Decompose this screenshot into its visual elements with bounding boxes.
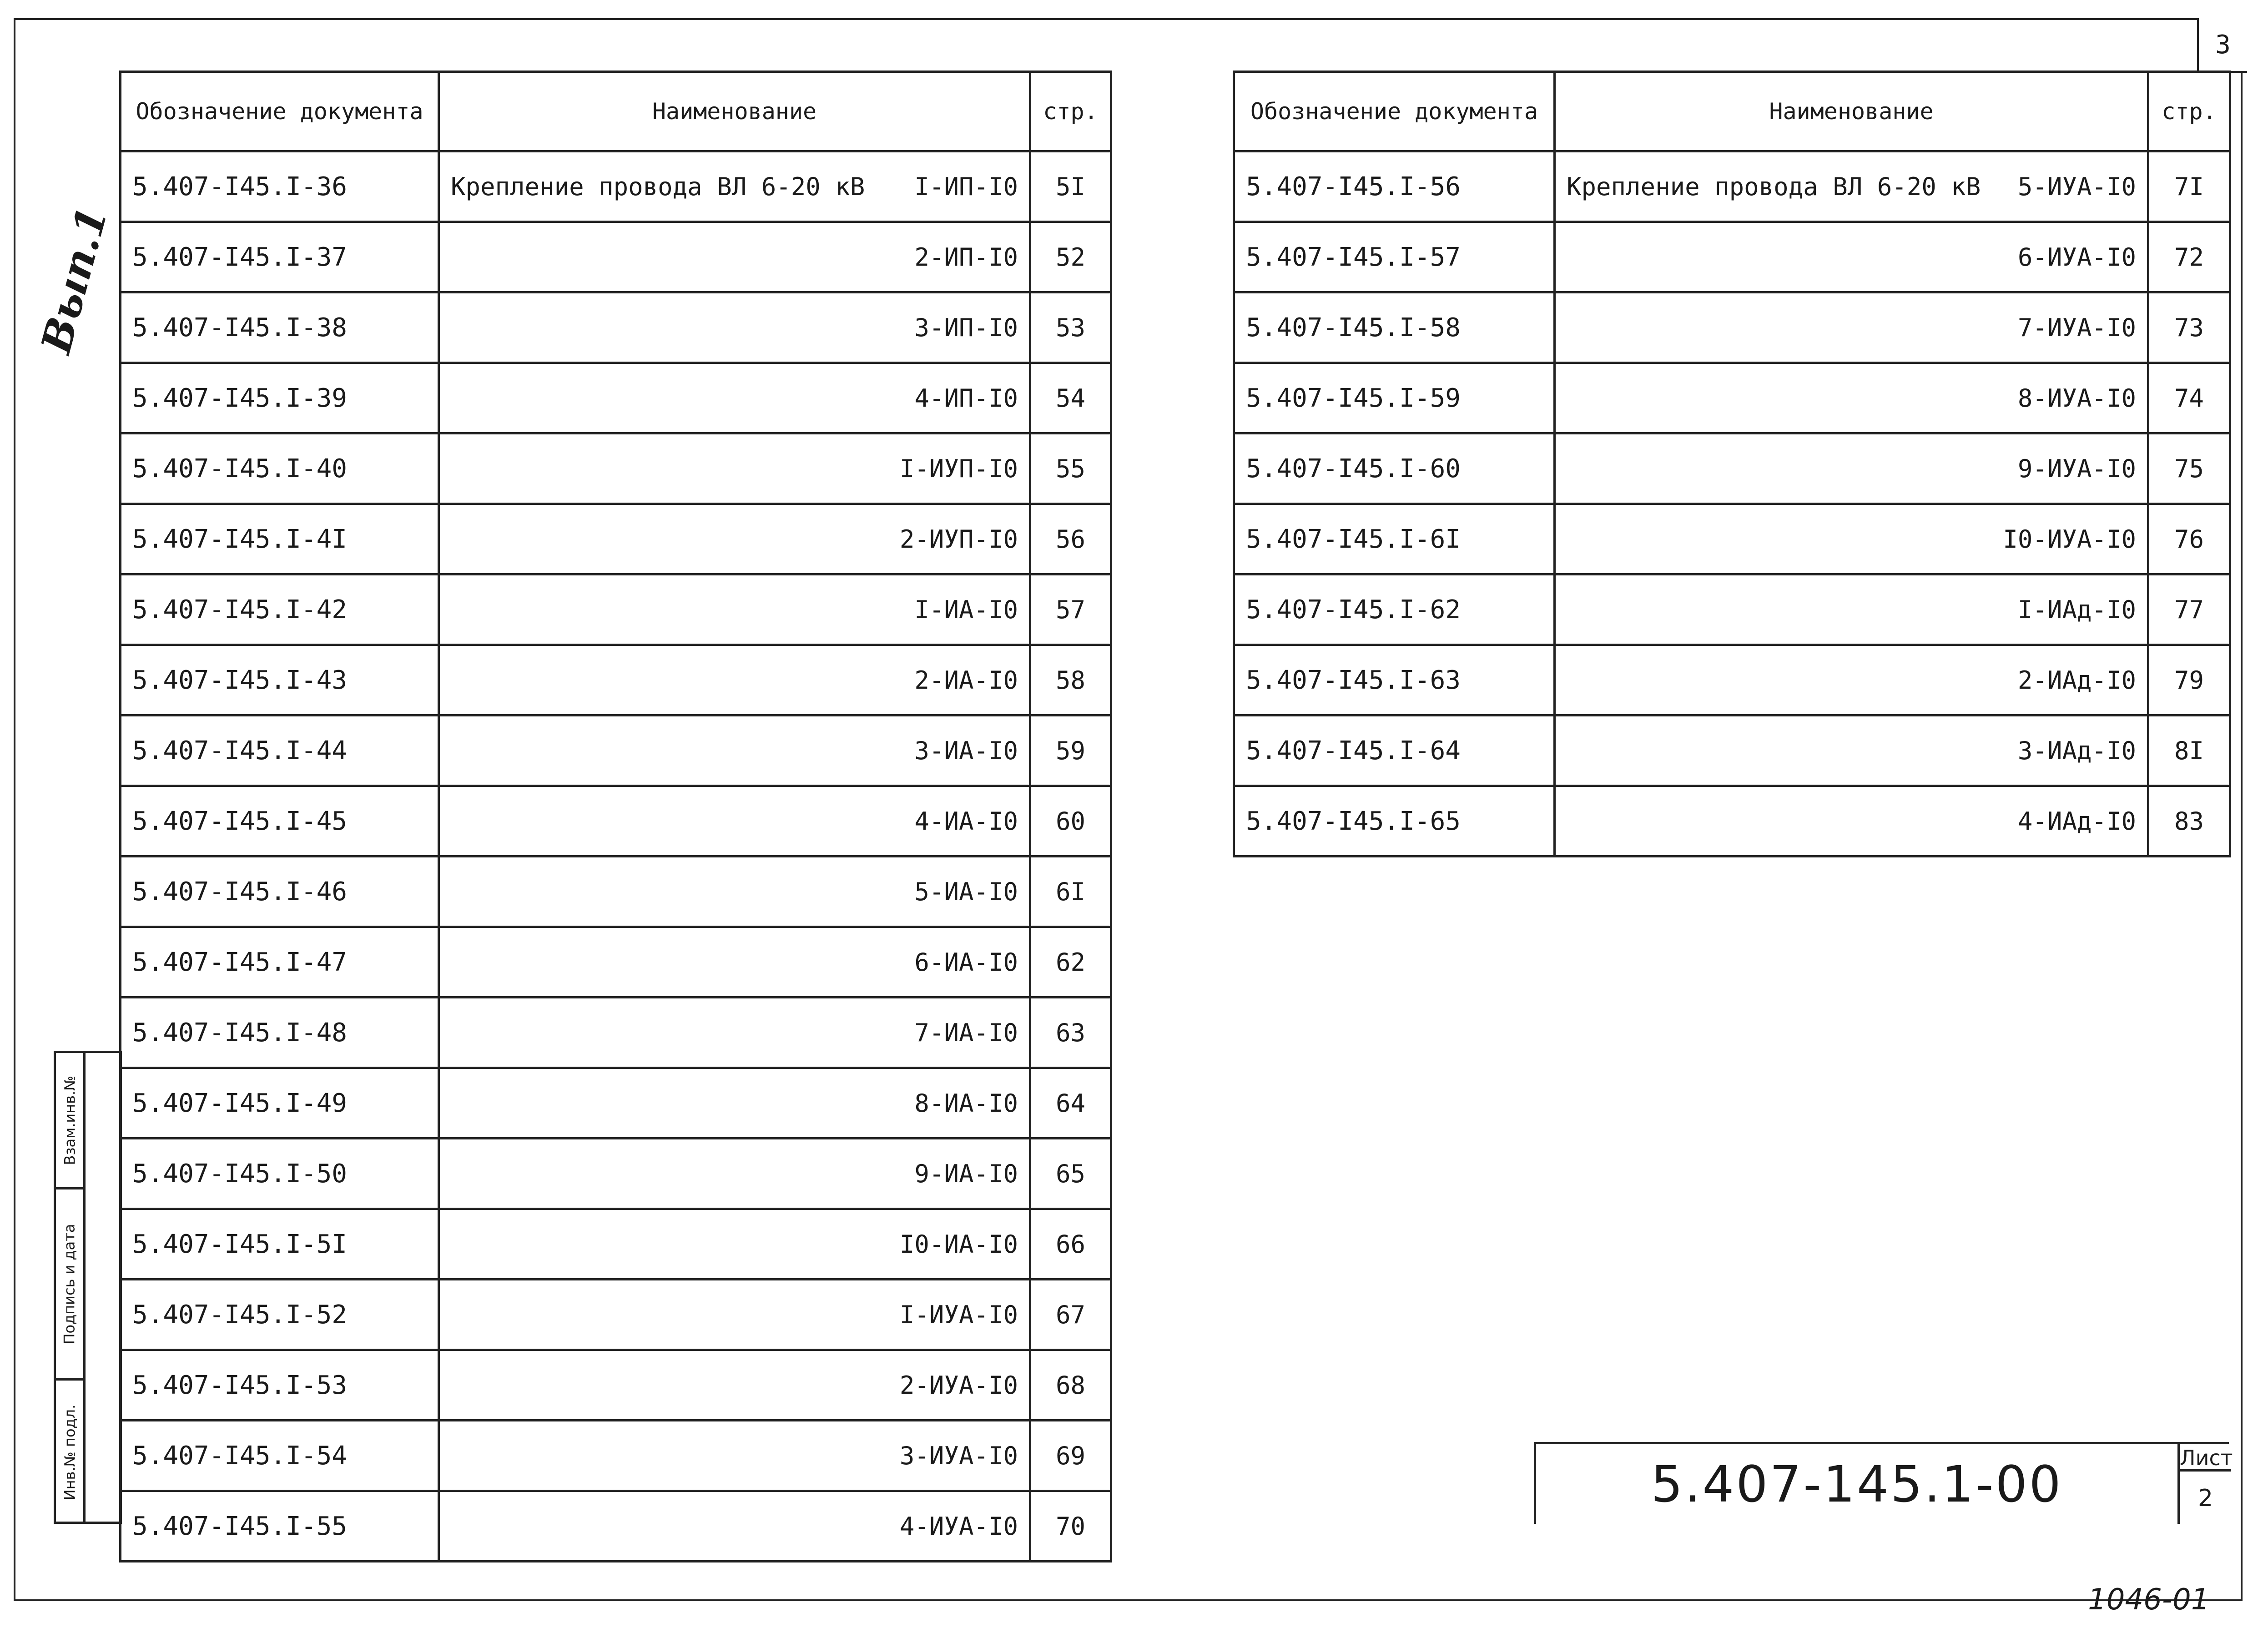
table-row	[1234, 433, 2230, 504]
archive-number: 1046-01	[2088, 1583, 2210, 1617]
item-mark: I0-ИА-I0	[899, 1230, 1018, 1259]
item-mark: 4-ИАд-I0	[2017, 806, 2136, 836]
table-row	[121, 151, 1111, 222]
item-mark: 9-ИУА-I0	[2017, 454, 2136, 483]
item-mark: 4-ИА-I0	[914, 806, 1018, 836]
page-number: 55	[1030, 433, 1111, 504]
table-row	[121, 1350, 1111, 1421]
table-row	[121, 998, 1111, 1068]
document-designation: 5.407-I45.I-39	[121, 363, 439, 433]
page-number: 6I	[1030, 857, 1111, 927]
header-page: стр.	[2148, 72, 2230, 151]
header-designation: Обозначение документа	[1234, 72, 1555, 151]
document-name	[439, 927, 1030, 998]
table-row	[121, 1209, 1111, 1280]
document-designation: 5.407-I45.I-56	[1234, 151, 1555, 222]
table-row	[1234, 363, 2230, 433]
table-row	[121, 575, 1111, 645]
document-name	[439, 222, 1030, 292]
item-mark: I0-ИУА-I0	[2003, 524, 2136, 554]
item-mark: 3-ИУА-I0	[899, 1441, 1018, 1470]
header-designation: Обозначение документа	[121, 72, 439, 151]
document-designation: 5.407-I45.I-43	[121, 645, 439, 716]
document-designation: 5.407-I45.I-50	[121, 1139, 439, 1209]
page-number: 73	[2148, 292, 2230, 363]
page-number: 77	[2148, 575, 2230, 645]
page-number: 79	[2148, 645, 2230, 716]
item-mark: 3-ИА-I0	[914, 736, 1018, 765]
document-designation: 5.407-I45.I-45	[121, 786, 439, 857]
document-name	[1555, 433, 2148, 504]
table-row	[121, 1280, 1111, 1350]
item-mark: 8-ИА-I0	[914, 1089, 1018, 1118]
document-name	[439, 1350, 1030, 1421]
document-name	[439, 1421, 1030, 1491]
document-designation: 5.407-I45.I-65	[1234, 786, 1555, 857]
document-name	[1555, 363, 2148, 433]
left-register-table	[119, 71, 1112, 1562]
item-mark: 3-ИАд-I0	[2017, 736, 2136, 765]
document-designation: 5.407-I45.I-4I	[121, 504, 439, 575]
item-mark: 6-ИА-I0	[914, 948, 1018, 977]
header-name: Наименование	[439, 72, 1030, 151]
item-mark: 7-ИУА-I0	[2017, 313, 2136, 342]
document-designation: 5.407-I45.I-48	[121, 998, 439, 1068]
page-number: 69	[1030, 1421, 1111, 1491]
page-number: 62	[1030, 927, 1111, 998]
document-designation: 5.407-I45.I-37	[121, 222, 439, 292]
document-code: 5.407-145.1-00	[1651, 1455, 2063, 1513]
item-mark: 7-ИА-I0	[914, 1018, 1018, 1047]
table-row	[121, 1068, 1111, 1139]
page-number: 67	[1030, 1280, 1111, 1350]
document-name	[439, 645, 1030, 716]
document-name	[439, 1491, 1030, 1562]
document-name	[1555, 504, 2148, 575]
page-number: 72	[2148, 222, 2230, 292]
stamp-divider	[83, 1053, 86, 1522]
name-text: Крепление провода ВЛ 6-20 кВ	[1567, 172, 1981, 201]
document-designation: 5.407-I45.I-52	[121, 1280, 439, 1350]
document-designation: 5.407-I45.I-59	[1234, 363, 1555, 433]
item-mark: 5-ИА-I0	[914, 877, 1018, 906]
document-designation: 5.407-I45.I-6I	[1234, 504, 1555, 575]
document-name	[439, 292, 1030, 363]
item-mark: I-ИУП-I0	[899, 454, 1018, 483]
table-row	[121, 222, 1111, 292]
document-name	[439, 998, 1030, 1068]
document-designation: 5.407-I45.I-38	[121, 292, 439, 363]
page-number: 83	[2148, 786, 2230, 857]
title-block	[1534, 1442, 2233, 1524]
document-name	[1555, 716, 2148, 786]
item-mark: 4-ИУА-I0	[899, 1512, 1018, 1541]
document-designation: 5.407-I45.I-42	[121, 575, 439, 645]
document-name	[439, 1280, 1030, 1350]
item-mark: 2-ИП-I0	[914, 242, 1018, 272]
document-name	[439, 786, 1030, 857]
page-number: 52	[1030, 222, 1111, 292]
page-number: 59	[1030, 716, 1111, 786]
item-mark: 4-ИП-I0	[914, 383, 1018, 413]
page-number: 8I	[2148, 716, 2230, 786]
page-number: 58	[1030, 645, 1111, 716]
stamp-inv-orig: Инв.№ подл.	[61, 1404, 78, 1500]
page-number: 7I	[2148, 151, 2230, 222]
item-mark: I-ИП-I0	[914, 172, 1018, 201]
item-mark: I-ИУА-I0	[899, 1300, 1018, 1329]
table-row	[1234, 786, 2230, 857]
table-row	[121, 1491, 1111, 1562]
document-designation: 5.407-I45.I-40	[121, 433, 439, 504]
document-name	[439, 575, 1030, 645]
document-name	[439, 1068, 1030, 1139]
table-row	[121, 645, 1111, 716]
item-mark: 5-ИУА-I0	[2017, 172, 2136, 201]
table-row	[1234, 504, 2230, 575]
table-row	[1234, 645, 2230, 716]
item-mark: 2-ИУП-I0	[899, 524, 1018, 554]
page-number: 63	[1030, 998, 1111, 1068]
table-header	[1234, 72, 2230, 151]
document-designation: 5.407-I45.I-63	[1234, 645, 1555, 716]
table-row	[121, 857, 1111, 927]
page-number: 65	[1030, 1139, 1111, 1209]
side-stamp	[54, 1051, 122, 1524]
stamp-replace-inv: Взам.инв.№	[56, 1053, 83, 1189]
header-page: стр.	[1030, 72, 1111, 151]
document-designation: 5.407-I45.I-5I	[121, 1209, 439, 1280]
table-header	[121, 72, 1111, 151]
document-name	[1555, 222, 2148, 292]
page-number: 5I	[1030, 151, 1111, 222]
page-number: 74	[2148, 363, 2230, 433]
document-name	[1555, 645, 2148, 716]
document-name	[1555, 786, 2148, 857]
sheet-number: 2	[2197, 1484, 2213, 1512]
document-designation: 5.407-I45.I-49	[121, 1068, 439, 1139]
document-name	[439, 363, 1030, 433]
table-row	[121, 504, 1111, 575]
table-row	[1234, 575, 2230, 645]
table-row	[121, 433, 1111, 504]
name-text: Крепление провода ВЛ 6-20 кВ	[451, 172, 865, 201]
document-name	[1555, 575, 2148, 645]
item-mark: I-ИАд-I0	[2017, 595, 2136, 624]
item-mark: 2-ИАд-I0	[2017, 665, 2136, 695]
document-name	[439, 716, 1030, 786]
document-designation: 5.407-I45.I-64	[1234, 716, 1555, 786]
document-name	[439, 151, 1030, 222]
document-designation: 5.407-I45.I-46	[121, 857, 439, 927]
document-name	[439, 433, 1030, 504]
right-register-table	[1233, 71, 2231, 857]
table-row	[121, 363, 1111, 433]
document-name	[439, 857, 1030, 927]
item-mark: I-ИА-I0	[914, 595, 1018, 624]
item-mark: 2-ИУА-I0	[899, 1371, 1018, 1400]
document-designation: 5.407-I45.I-60	[1234, 433, 1555, 504]
page-number: 64	[1030, 1068, 1111, 1139]
margin-note: Вып.1	[32, 202, 117, 358]
item-mark: 2-ИА-I0	[914, 665, 1018, 695]
table-row	[121, 1139, 1111, 1209]
item-mark: 6-ИУА-I0	[2017, 242, 2136, 272]
document-name	[439, 1139, 1030, 1209]
page-number: 76	[2148, 504, 2230, 575]
document-name	[1555, 292, 2148, 363]
document-name	[439, 1209, 1030, 1280]
page-number: 54	[1030, 363, 1111, 433]
item-mark: 9-ИА-I0	[914, 1159, 1018, 1188]
table-row	[121, 1421, 1111, 1491]
document-designation: 5.407-I45.I-62	[1234, 575, 1555, 645]
table-row	[1234, 292, 2230, 363]
document-designation: 5.407-I45.I-44	[121, 716, 439, 786]
document-designation: 5.407-I45.I-36	[121, 151, 439, 222]
table-row	[121, 292, 1111, 363]
page-number: 75	[2148, 433, 2230, 504]
document-designation: 5.407-I45.I-47	[121, 927, 439, 998]
page-number: 53	[1030, 292, 1111, 363]
table-row	[121, 927, 1111, 998]
page-number: 56	[1030, 504, 1111, 575]
table-row	[1234, 222, 2230, 292]
document-designation: 5.407-I45.I-55	[121, 1491, 439, 1562]
page-number: 70	[1030, 1491, 1111, 1562]
page-number: 57	[1030, 575, 1111, 645]
sheet-label: Лист	[2180, 1444, 2231, 1472]
document-designation: 5.407-I45.I-53	[121, 1350, 439, 1421]
sheet-corner-number: 3	[2197, 18, 2247, 73]
document-name	[439, 504, 1030, 575]
page-number: 66	[1030, 1209, 1111, 1280]
stamp-sign-date: Подпись и дата	[56, 1189, 83, 1381]
header-name: Наименование	[1555, 72, 2148, 151]
table-row	[1234, 716, 2230, 786]
table-row	[121, 786, 1111, 857]
sheet-box	[2177, 1444, 2231, 1524]
document-name	[1555, 151, 2148, 222]
page-number: 68	[1030, 1350, 1111, 1421]
document-designation: 5.407-I45.I-54	[121, 1421, 439, 1491]
table-row	[1234, 151, 2230, 222]
page-number: 60	[1030, 786, 1111, 857]
document-designation: 5.407-I45.I-57	[1234, 222, 1555, 292]
document-designation: 5.407-I45.I-58	[1234, 292, 1555, 363]
item-mark: 3-ИП-I0	[914, 313, 1018, 342]
item-mark: 8-ИУА-I0	[2017, 383, 2136, 413]
table-row	[121, 716, 1111, 786]
